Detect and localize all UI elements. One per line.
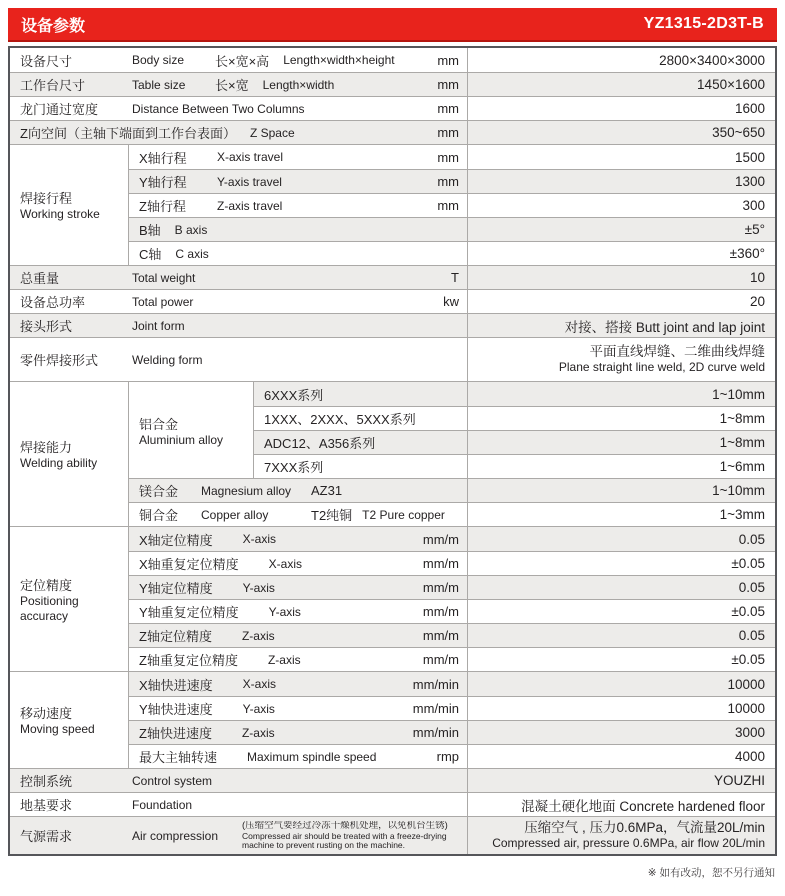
label-en: Y-axis bbox=[242, 701, 275, 716]
label-en: Y-axis travel bbox=[217, 174, 282, 189]
spec-value-cn: 平面直线焊缝、二维曲线焊缝 bbox=[589, 343, 765, 359]
table-row-x-repeat-accuracy bbox=[129, 551, 775, 575]
row-label bbox=[129, 218, 467, 241]
air-note-en: Compressed air should be treated with a freeze-drying machine to prevent rusting on the machine. bbox=[242, 830, 447, 850]
row-label bbox=[10, 97, 467, 120]
row-label bbox=[10, 73, 467, 96]
label-en: Welding form bbox=[132, 352, 203, 367]
label-cn: X轴快进速度 bbox=[139, 677, 213, 693]
label-en: Z-axis bbox=[267, 652, 301, 667]
spec-value: 1~8mm bbox=[467, 407, 775, 430]
spec-value: 1300 bbox=[467, 170, 775, 193]
spec-value: 2800×3400×3000 bbox=[467, 48, 775, 72]
label-en: Z-axis bbox=[241, 628, 275, 643]
row-label bbox=[10, 769, 467, 792]
label-en2: Length×width×height bbox=[283, 53, 395, 67]
label-cn: 工作台尺寸 bbox=[20, 78, 86, 93]
label-en: Maximum spindle speed bbox=[247, 749, 377, 764]
row-label bbox=[10, 290, 467, 313]
row-label bbox=[129, 194, 467, 217]
label-cn: Z轴行程 bbox=[139, 199, 186, 214]
label-cn: 零件焊接形式 bbox=[20, 353, 99, 368]
table-row-body-size bbox=[10, 48, 775, 72]
table-row-air-compression bbox=[10, 816, 775, 854]
spec-value: 1500 bbox=[467, 145, 775, 169]
subgroup-label bbox=[129, 382, 254, 478]
table-row-max-spindle-speed bbox=[129, 744, 775, 768]
label-en: Total power bbox=[132, 294, 194, 309]
group-label bbox=[10, 382, 129, 526]
spec-value: 1~8mm bbox=[467, 431, 775, 454]
table-row-adc12 bbox=[254, 430, 775, 454]
unit: mm bbox=[437, 149, 459, 165]
unit: mm/min bbox=[412, 676, 459, 692]
spec-table bbox=[8, 46, 777, 856]
label-cn: Z向空间（主轴下端面到工作台表面） bbox=[20, 126, 236, 141]
subgroup-rows bbox=[254, 382, 775, 478]
label-en: Z-axis bbox=[241, 725, 275, 740]
row-label bbox=[10, 48, 467, 72]
unit: mm/m bbox=[422, 604, 459, 619]
table-row-total-weight bbox=[10, 265, 775, 289]
table-row-gantry-width bbox=[10, 96, 775, 120]
label-cn2: 长×宽 bbox=[215, 78, 249, 93]
table-row-foundation bbox=[10, 792, 775, 816]
spec-value: ±0.05 bbox=[467, 552, 775, 575]
unit: mm bbox=[437, 52, 459, 68]
group-rows bbox=[129, 527, 775, 671]
table-row-total-power bbox=[10, 289, 775, 313]
spec-value: ±5° bbox=[467, 218, 775, 241]
section-positioning-accuracy bbox=[10, 526, 775, 671]
spec-value bbox=[467, 817, 775, 854]
row-label bbox=[129, 624, 467, 647]
row-label bbox=[129, 242, 467, 265]
label-extra-en: T2 Pure copper bbox=[362, 507, 445, 522]
row-label bbox=[129, 697, 467, 720]
row-label bbox=[10, 817, 467, 854]
label-extra: AZ31 bbox=[311, 483, 343, 498]
spec-value: 混凝土硬化地面 Concrete hardened floor bbox=[467, 793, 775, 816]
label-en: C axis bbox=[175, 246, 209, 261]
spec-value: 对接、搭接 Butt joint and lap joint bbox=[467, 314, 775, 337]
label-en: X-axis bbox=[242, 532, 277, 546]
label-cn: Z轴重复定位精度 bbox=[139, 653, 238, 668]
unit: mm bbox=[437, 125, 459, 140]
group-label bbox=[10, 527, 129, 671]
spec-value: ±360° bbox=[467, 242, 775, 265]
label-en: Air compression bbox=[132, 828, 219, 843]
unit: mm bbox=[437, 174, 459, 189]
model-number: YZ1315-2D3T-B bbox=[643, 15, 764, 32]
spec-value: YOUZHI bbox=[467, 769, 775, 792]
table-row-z-rapid-speed bbox=[129, 720, 775, 744]
table-row-copper bbox=[129, 502, 775, 526]
spec-value: 0.05 bbox=[467, 624, 775, 647]
unit: T bbox=[451, 270, 459, 285]
label-cn: X轴行程 bbox=[139, 150, 187, 166]
spec-value-en: Compressed air, pressure 0.6MPa, air flow 20L/min bbox=[492, 836, 765, 851]
group-label-cn: 定位精度 bbox=[20, 578, 73, 594]
table-row-x-accuracy bbox=[129, 527, 775, 551]
row-label bbox=[129, 600, 467, 623]
spec-value: 10000 bbox=[467, 672, 775, 696]
footer-note: ※ 如有改动，恕不另行通知 bbox=[647, 867, 775, 879]
unit: kw bbox=[443, 294, 459, 309]
label-cn: 6XXX系列 bbox=[264, 387, 324, 403]
row-label bbox=[129, 721, 467, 744]
label-en: Z Space bbox=[249, 125, 295, 140]
section-working-stroke bbox=[10, 144, 775, 265]
label-cn: Y轴快进速度 bbox=[139, 702, 213, 717]
table-row-z-repeat-accuracy bbox=[129, 647, 775, 671]
table-row-x-travel bbox=[129, 145, 775, 169]
row-label bbox=[254, 407, 467, 430]
label-cn: 龙门通过宽度 bbox=[20, 102, 99, 117]
unit: mm/m bbox=[422, 580, 459, 595]
label-en: Magnesium alloy bbox=[201, 483, 292, 498]
label-en: Control system bbox=[132, 773, 213, 788]
spec-value: 350~650 bbox=[467, 121, 775, 144]
spec-value: 4000 bbox=[467, 745, 775, 768]
label-extra: T2纯铜 bbox=[311, 508, 353, 523]
row-label bbox=[10, 121, 467, 144]
label-en: Total weight bbox=[132, 270, 196, 285]
label-cn: X轴定位精度 bbox=[139, 532, 213, 548]
spec-value: 1450×1600 bbox=[467, 73, 775, 96]
row-label bbox=[129, 648, 467, 671]
row-label bbox=[10, 266, 467, 289]
group-label-en: Moving speed bbox=[20, 722, 95, 737]
row-label bbox=[10, 338, 467, 381]
table-row-control-system bbox=[10, 768, 775, 792]
table-row-b-axis bbox=[129, 217, 775, 241]
unit: mm/m bbox=[422, 628, 459, 643]
table-row-y-repeat-accuracy bbox=[129, 599, 775, 623]
air-note-cn: (压缩空气要经过冷冻干燥机处理，以免机台生锈) bbox=[242, 820, 448, 831]
table-row-z-travel bbox=[129, 193, 775, 217]
row-label bbox=[129, 745, 467, 768]
spec-value: 1~10mm bbox=[467, 382, 775, 406]
group-rows bbox=[129, 382, 775, 526]
label-cn: 气源需求 bbox=[20, 829, 73, 844]
table-row-7xxx bbox=[254, 454, 775, 478]
label-cn: 控制系统 bbox=[20, 774, 73, 789]
spec-value: ±0.05 bbox=[467, 600, 775, 623]
group-label bbox=[10, 672, 129, 768]
table-row-z-accuracy bbox=[129, 623, 775, 647]
spec-value: 1~3mm bbox=[467, 503, 775, 526]
group-label-cn: 焊接能力 bbox=[20, 440, 73, 456]
group-rows bbox=[129, 672, 775, 768]
table-row-table-size bbox=[10, 72, 775, 96]
label-en: Distance Between Two Columns bbox=[132, 101, 305, 116]
group-label-en: Welding ability bbox=[20, 456, 98, 471]
page-title: 设备参数 bbox=[21, 17, 86, 35]
label-cn: Y轴定位精度 bbox=[139, 581, 213, 596]
label-cn: ADC12、A356系列 bbox=[264, 436, 376, 451]
row-label bbox=[129, 552, 467, 575]
table-row-1xxx bbox=[254, 406, 775, 430]
group-label-en: Positioning accuracy bbox=[20, 594, 79, 623]
unit: mm/m bbox=[422, 652, 459, 667]
label-en: Copper alloy bbox=[201, 507, 269, 522]
table-row-x-rapid-speed bbox=[129, 672, 775, 696]
spec-value-en: Plane straight line weld, 2D curve weld bbox=[558, 360, 765, 375]
label-en: Table size bbox=[132, 77, 186, 92]
table-row-c-axis bbox=[129, 241, 775, 265]
spec-value: 10000 bbox=[467, 697, 775, 720]
label-cn: 设备总功率 bbox=[20, 295, 86, 310]
spec-value: 1~6mm bbox=[467, 455, 775, 478]
spec-value: 1600 bbox=[467, 97, 775, 120]
label-cn: 7XXX系列 bbox=[264, 460, 324, 475]
label-en: Foundation bbox=[132, 797, 193, 812]
row-label bbox=[129, 170, 467, 193]
label-cn: Z轴定位精度 bbox=[139, 629, 212, 644]
row-label bbox=[254, 455, 467, 478]
row-label bbox=[129, 576, 467, 599]
label-en: Body size bbox=[132, 53, 185, 67]
table-row-6xxx bbox=[254, 382, 775, 406]
row-label bbox=[254, 431, 467, 454]
unit: mm bbox=[437, 101, 459, 116]
label-cn: 铜合金 bbox=[139, 508, 179, 523]
table-row-joint-form bbox=[10, 313, 775, 337]
group-label-cn: 焊接行程 bbox=[20, 191, 73, 207]
spec-value: 3000 bbox=[467, 721, 775, 744]
row-label bbox=[129, 479, 467, 502]
table-row-magnesium bbox=[129, 478, 775, 502]
spec-value bbox=[467, 338, 775, 381]
label-en: Y-axis bbox=[242, 580, 275, 595]
unit: mm/min bbox=[412, 701, 459, 716]
label-cn: Y轴重复定位精度 bbox=[139, 605, 239, 620]
label-en2: Length×width bbox=[262, 77, 335, 92]
unit: mm/m bbox=[422, 556, 459, 571]
spec-value: 300 bbox=[467, 194, 775, 217]
row-label bbox=[129, 672, 467, 696]
group-label-cn: 移动速度 bbox=[20, 706, 73, 722]
label-cn: Y轴行程 bbox=[139, 175, 187, 190]
spec-value: 0.05 bbox=[467, 527, 775, 551]
table-row-y-rapid-speed bbox=[129, 696, 775, 720]
label-en: X-axis bbox=[242, 677, 277, 691]
label-cn: 镁合金 bbox=[139, 484, 179, 499]
unit: mm bbox=[437, 77, 459, 92]
label-en: Joint form bbox=[132, 318, 185, 333]
table-row-z-space bbox=[10, 120, 775, 144]
section-welding-ability bbox=[10, 381, 775, 526]
label-cn: 总重量 bbox=[20, 271, 60, 286]
table-row-welding-form bbox=[10, 337, 775, 381]
spec-value-cn: 压缩空气 , 压力0.6MPa，气流量20L/min bbox=[524, 819, 765, 835]
label-en: B axis bbox=[174, 222, 208, 237]
label-cn: B轴 bbox=[139, 223, 161, 238]
group-rows bbox=[129, 145, 775, 265]
label-cn: 接头形式 bbox=[20, 319, 73, 334]
label-cn: 1XXX、2XXX、5XXX系列 bbox=[264, 412, 416, 427]
unit: mm bbox=[437, 198, 459, 213]
unit: rmp bbox=[436, 749, 459, 764]
unit: mm/min bbox=[412, 725, 459, 740]
label-cn: 地基要求 bbox=[20, 798, 73, 813]
group-label bbox=[10, 145, 129, 265]
label-cn: 最大主轴转速 bbox=[139, 750, 218, 765]
spec-value: 0.05 bbox=[467, 576, 775, 599]
air-note bbox=[242, 821, 467, 851]
row-label bbox=[129, 145, 467, 169]
label-cn2: 长×宽×高 bbox=[215, 53, 270, 69]
row-label bbox=[129, 527, 467, 551]
unit: mm/m bbox=[422, 531, 459, 547]
label-cn: Z轴快进速度 bbox=[139, 726, 212, 741]
label-cn: X轴重复定位精度 bbox=[139, 557, 239, 572]
subsection-aluminium bbox=[129, 382, 775, 478]
header-banner bbox=[8, 8, 777, 42]
label-en: Y-axis bbox=[268, 604, 301, 619]
section-moving-speed bbox=[10, 671, 775, 768]
table-row-y-travel bbox=[129, 169, 775, 193]
subgroup-label-cn: 铝合金 bbox=[139, 416, 179, 432]
spec-value: 10 bbox=[467, 266, 775, 289]
spec-value: ±0.05 bbox=[467, 648, 775, 671]
label-en: X-axis travel bbox=[217, 150, 284, 164]
spec-value: 20 bbox=[467, 290, 775, 313]
subgroup-label-en: Aluminium alloy bbox=[139, 432, 224, 447]
label-cn: 设备尺寸 bbox=[20, 53, 73, 69]
label-en: X-axis bbox=[268, 556, 303, 571]
label-cn: C轴 bbox=[139, 247, 162, 262]
label-en: Z-axis travel bbox=[217, 198, 283, 213]
table-row-y-accuracy bbox=[129, 575, 775, 599]
spec-value: 1~10mm bbox=[467, 479, 775, 502]
row-label bbox=[129, 503, 467, 526]
row-label bbox=[10, 314, 467, 337]
row-label bbox=[10, 793, 467, 816]
row-label bbox=[254, 382, 467, 406]
group-label-en: Working stroke bbox=[20, 207, 100, 222]
